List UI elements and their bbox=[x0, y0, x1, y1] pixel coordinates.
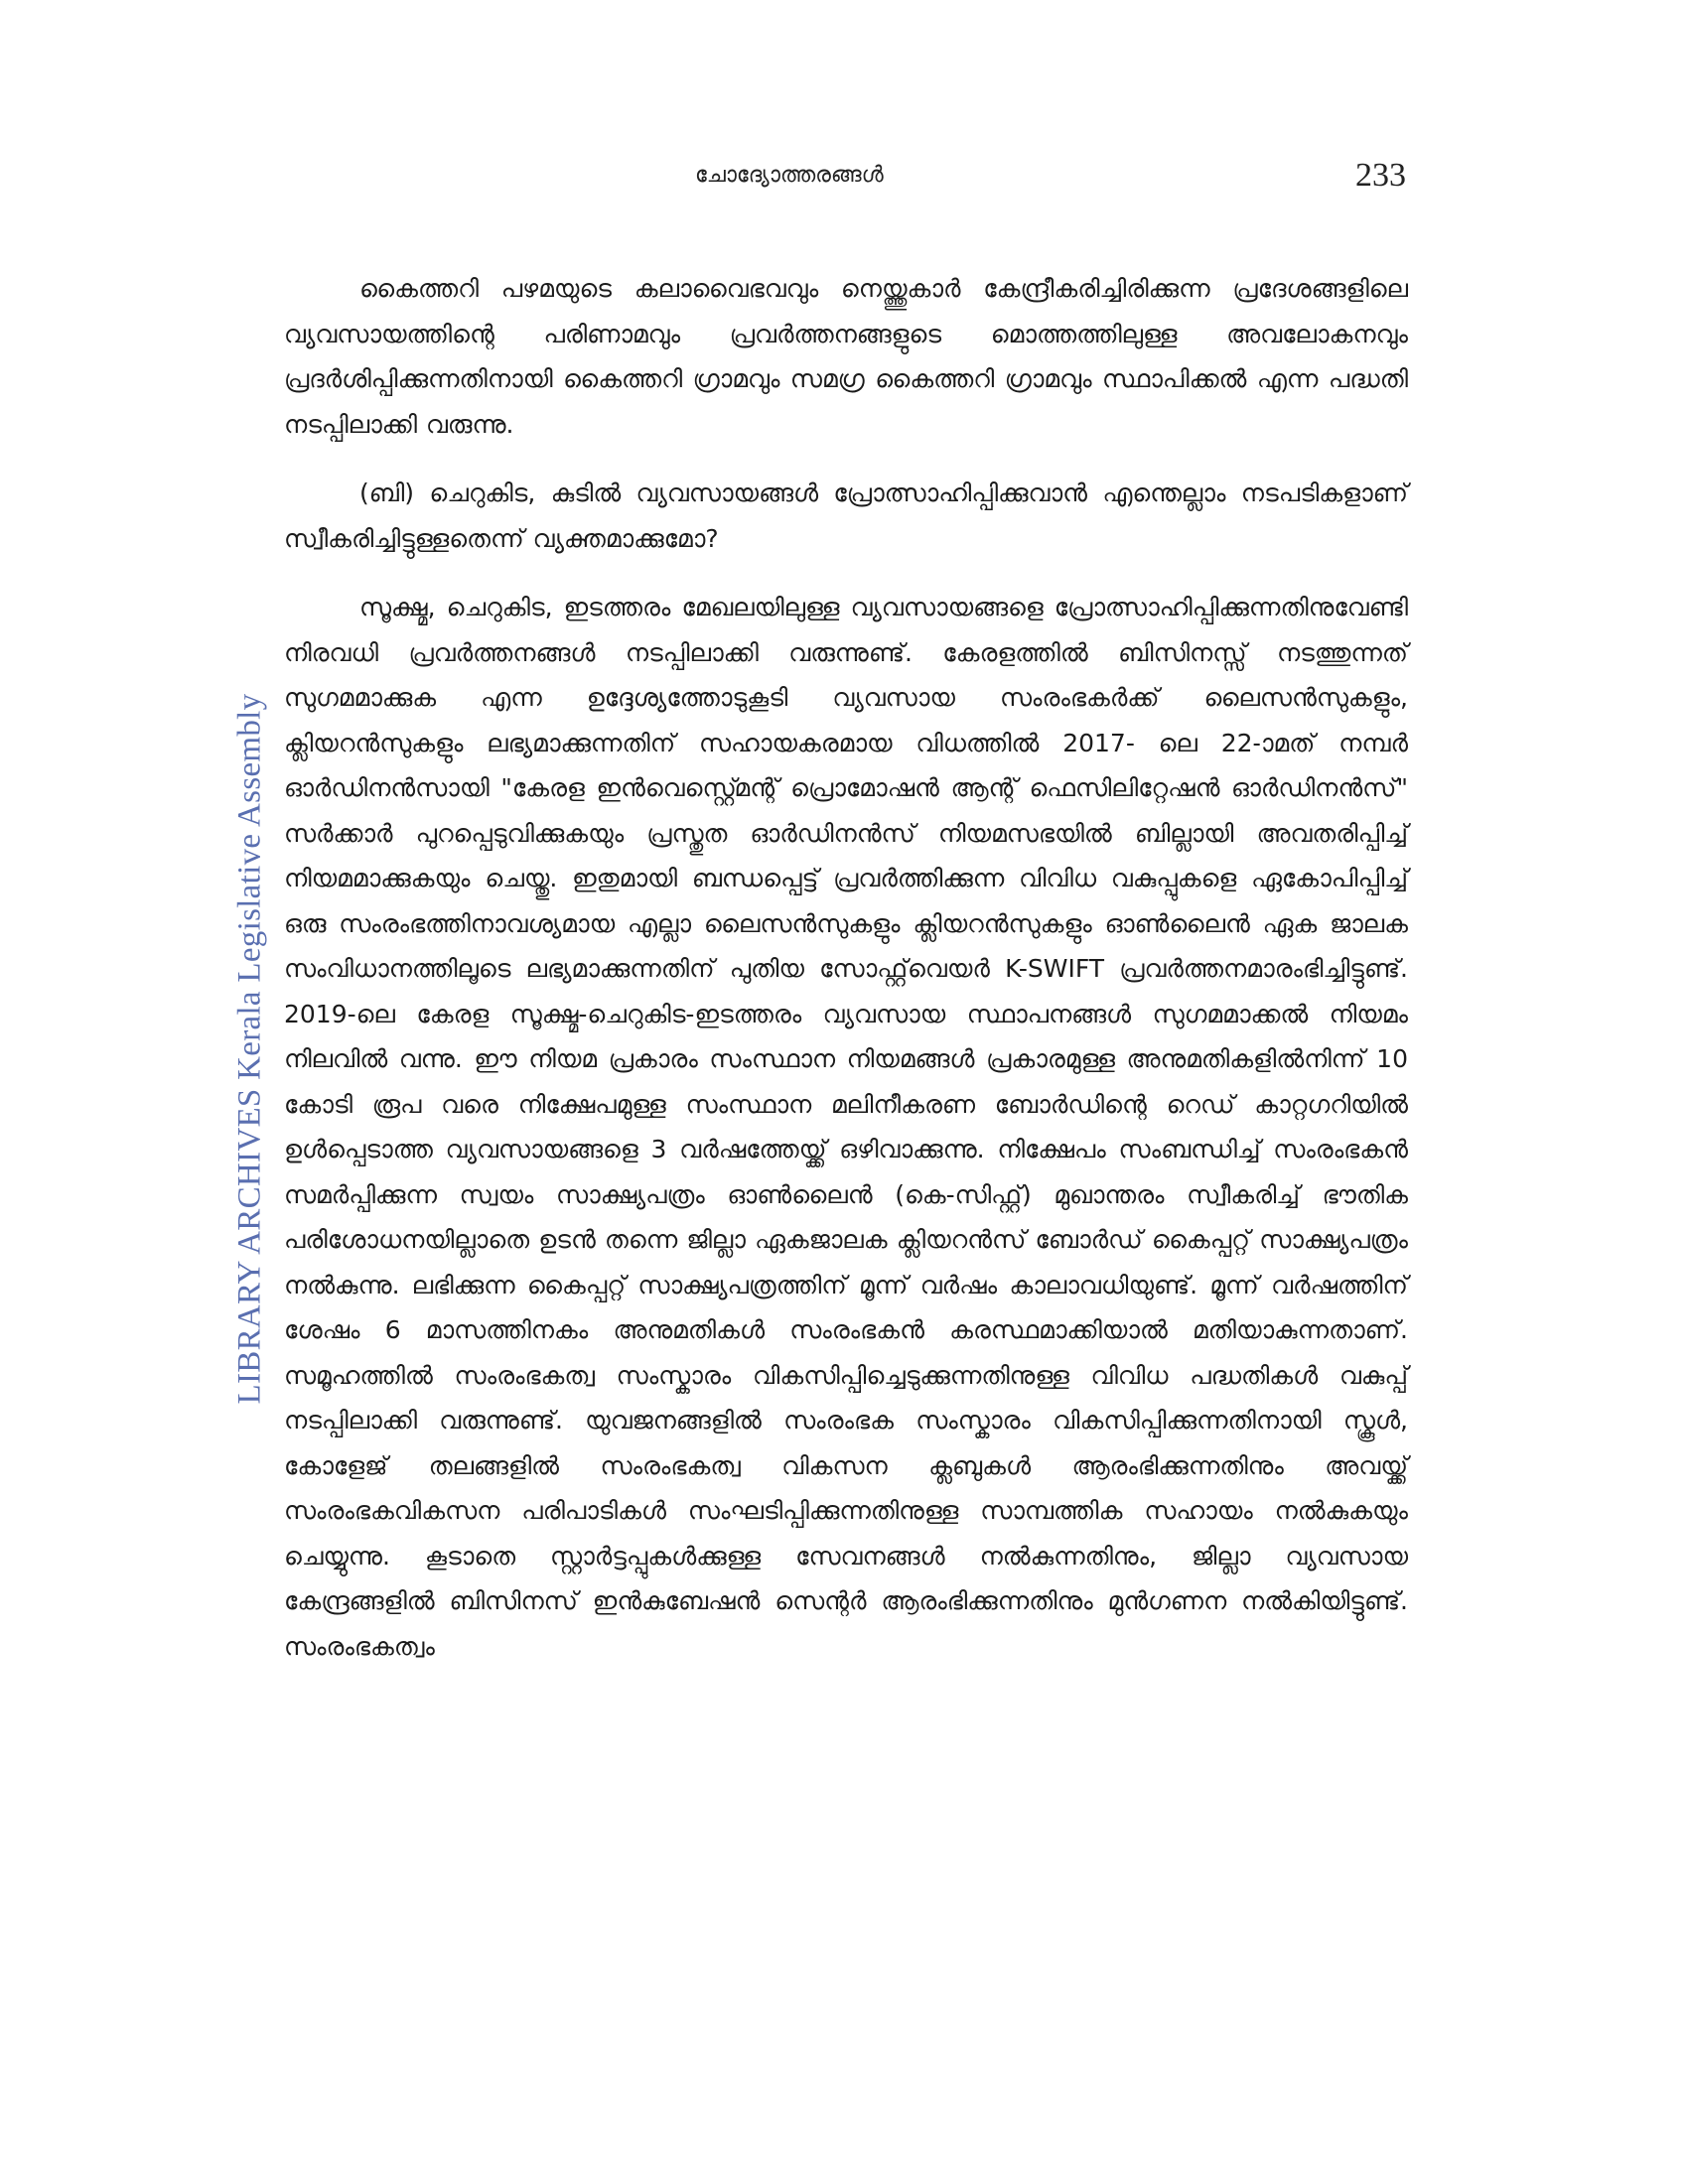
body-text bbox=[284, 266, 1408, 1693]
paragraph-msme-answer: സൂക്ഷ്മ, ചെറുകിട, ഇടത്തരം മേഖലയിലുള്ള വ്യവസായങ്ങളെ പ്രോത്സാഹിപ്പിക്കുന്നതിനുവേണ്ടി നിരവധി പ്രവർത്തനങ്ങൾ നടപ്പിലാക്കി വരുന്നുണ്ട്. കേരളത്തിൽ ബിസിനസ്സ് നടത്തുന്നത് സുഗമമാക്കുക എന്ന ഉദ്ദേശ്യത്തോടുകൂടി വ്യവസായ സംരംഭകർക്ക് ലൈസൻസുകളും, ക്ലിയറൻസുകളും ലഭ്യമാക്കുന്നതിന് സഹായകരമായ വിധത്തിൽ 2017- ലെ 22-ാമത് നമ്പർ ഓർഡിനൻസായി "കേരള ഇൻവെസ്റ്റ്മെന്റ് പ്രൊമോഷൻ ആന്റ് ഫെസിലിറ്റേഷൻ ഓർഡിനൻസ്" സർക്കാർ പുറപ്പെടുവിക്കുകയും പ്രസ്തുത ഓർഡിനൻസ് നിയമസഭയിൽ ബില്ലായി അവതരിപ്പിച്ച് നിയമമാക്കുകയും ചെയ്തു. ഇതുമായി ബന്ധപ്പെട്ട് പ്രവർത്തിക്കുന്ന വിവിധ വകുപ്പുകളെ ഏകോപിപ്പിച്ച് ഒരു സംരംഭത്തിനാവശ്യമായ എല്ലാ ലൈസൻസുകളും ക്ലിയറൻസുകളും ഓൺലൈൻ ഏക ജാലക സംവിധാനത്തിലൂടെ ലഭ്യമാക്കുന്നതിന് പുതിയ സോഫ്റ്റ്‌വെയർ K-SWIFT പ്രവർത്തനമാരംഭിച്ചിട്ടുണ്ട്. 2019-ലെ കേരള സൂക്ഷ്മ-ചെറുകിട-ഇടത്തരം വ്യവസായ സ്ഥാപനങ്ങൾ സുഗമമാക്കൽ നിയമം നിലവിൽ വന്നു. ഈ നിയമ പ്രകാരം സംസ്ഥാന നിയമങ്ങൾ പ്രകാരമുള്ള അനുമതികളിൽനിന്ന് 10 കോടി രൂപ വരെ നിക്ഷേപമുള്ള സംസ്ഥാന മലിനീകരണ ബോർഡിന്റെ റെഡ് കാറ്റഗറിയിൽ ഉൾപ്പെടാത്ത വ്യവസായങ്ങളെ 3 വർഷത്തേയ്ക്ക് ഒഴിവാക്കുന്നു. നിക്ഷേപം സംബന്ധിച്ച് സംരംഭകൻ സമർപ്പിക്കുന്ന സ്വയം സാക്ഷ്യപത്രം ഓൺലൈൻ (കെ-സിഫ്റ്റ്) മുഖാന്തരം സ്വീകരിച്ച് ഭൗതിക പരിശോധനയില്ലാതെ ഉടൻ തന്നെ ജില്ലാ ഏകജാലക ക്ലിയറൻസ് ബോർഡ് കൈപ്പറ്റ് സാക്ഷ്യപത്രം നൽകുന്നു. ലഭിക്കുന്ന കൈപ്പറ്റ് സാക്ഷ്യപത്രത്തിന് മൂന്ന് വർഷം കാലാവധിയുണ്ട്. മൂന്ന് വർഷത്തിന് ശേഷം 6 മാസത്തിനകം അനുമതികൾ സംരംഭകൻ കരസ്ഥമാക്കിയാൽ മതിയാകുന്നതാണ്. സമൂഹത്തിൽ സംരംഭകത്വ സംസ്കാരം വികസിപ്പിച്ചെടുക്കുന്നതിനുള്ള വിവിധ പദ്ധതികൾ വകുപ്പ് നടപ്പിലാക്കി വരുന്നുണ്ട്. യുവജനങ്ങളിൽ സംരംഭക സംസ്കാരം വികസിപ്പിക്കുന്നതിനായി സ്കൂൾ, കോളേജ് തലങ്ങളിൽ സംരംഭകത്വ വികസന ക്ലബുകൾ ആരംഭിക്കുന്നതിനും അവയ്ക്ക് സംരംഭകവികസന പരിപാടികൾ സംഘടിപ്പിക്കുന്നതിനുള്ള സാമ്പത്തിക സഹായം നൽകുകയും ചെയ്യുന്നു. കൂടാതെ സ്റ്റാർട്ടപ്പുകൾക്കുള്ള സേവനങ്ങൾ നൽകുന്നതിനും, ജില്ലാ വ്യവസായ കേന്ദ്രങ്ങളിൽ ബിസിനസ് ഇൻകുബേഷൻ സെന്റർ ആരംഭിക്കുന്നതിനും മുൻഗണന നൽകിയിട്ടുണ്ട്. സംരംഭകത്വം bbox=[284, 593, 1408, 1661]
question-b: (ബി) ചെറുകിട, കുടിൽ വ്യവസായങ്ങൾ പ്രോത്സാഹിപ്പിക്കുവാൻ എന്തെല്ലാം നടപടികളാണ് സ്വീകരിച്ചിട്ടുള്ളതെന്ന് വ്യക്തമാക്കുമോ? bbox=[284, 478, 1408, 553]
archive-watermark: LIBRARY ARCHIVES Kerala Legislative Assembly bbox=[231, 693, 268, 1405]
running-head: ചോദ്യോത്തരങ്ങൾ bbox=[695, 163, 884, 188]
page-number: 233 bbox=[1355, 157, 1406, 194]
paragraph-handloom-village: കൈത്തറി പഴമയുടെ കലാവൈഭവവും നെയ്ത്തുകാർ കേന്ദ്രീകരിച്ചിരിക്കുന്ന പ്രദേശങ്ങളിലെ വ്യവസായത്തിന്റെ പരിണാമവും പ്രവർത്തനങ്ങളുടെ മൊത്തത്തിലുള്ള അവലോകനവും പ്രദർശിപ്പിക്കുന്നതിനായി കൈത്തറി ഗ്രാമവും സമഗ്ര കൈത്തറി ഗ്രാമവും സ്ഥാപിക്കൽ എന്ന പദ്ധതി നടപ്പിലാക്കി വരുന്നു. bbox=[284, 274, 1408, 439]
